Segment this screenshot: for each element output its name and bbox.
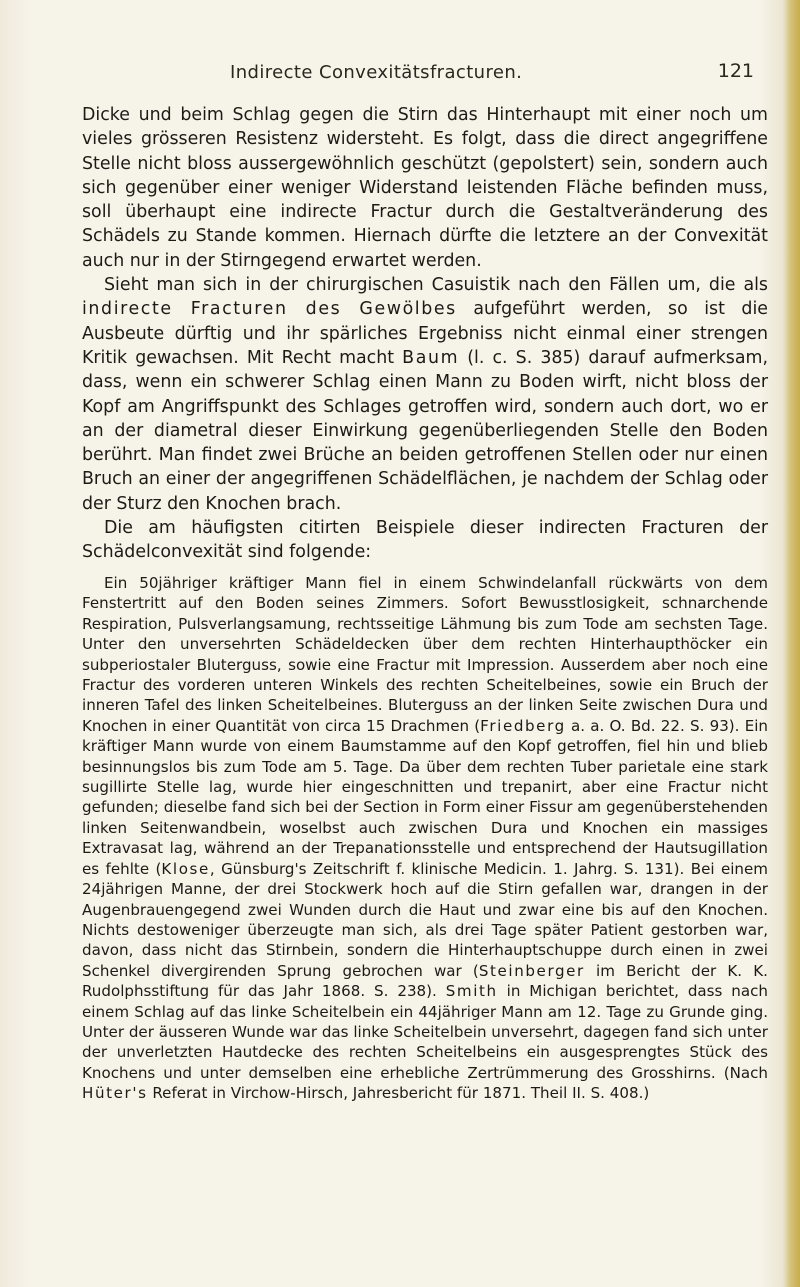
case-reports	[82, 573, 768, 1104]
author-steinberger: Steinberger	[478, 961, 585, 980]
case-text-i: in Michigan berichtet, dass nach einem Schlag auf das linke Scheitelbein ein 44jähriger Mann am 12. Tage zu Grunde ging. Unter der äusseren Wunde war das linke Scheitelbein unversehrt, dagegen fand sich unter der unverletzten Hautdecke des rechten Scheitelbeins ein ausgesprengtes Stück des Knochens und unter demselben eine erhebliche Zertrümmerung des Grosshirns. (Nach	[82, 982, 768, 1082]
case-text-a: Ein 50jähriger kräftiger Mann fiel in einem Schwindelanfall rückwärts von dem Fenstertritt auf den Boden seines Zimmers. Sofort Bewusstlosigkeit, schnarchende Respiration, Pulsverlangsamung, rechtsseitige Lähmung bis zum Tode am sechsten Tage. Unter den unversehrten Schädeldecken über dem rechten Hinterhaupthöcker ein subperiostaler Bluterguss, sowie eine Fractur mit Impression. Ausserdem aber noch eine Fractur des vorderen unteren Winkels des rechten Scheitelbeines, sowie ein Bruch der inneren Tafel des linken Scheitelbeines. Bluterguss an der linken Seite zwischen Dura und Knochen in einer Quantität von circa 15 Drachmen (	[82, 574, 768, 735]
paragraph-2-text-c: aufgeführt werden, so ist die Ausbeute dürftig und ihr spärliches Ergebniss nicht einmal einer strengen Kritik gewachsen. Mit Recht macht	[82, 299, 768, 368]
emphasis-indirecte-fracturen: indirecte Fracturen des Gewölbes	[82, 299, 457, 320]
author-klose: Klose	[161, 859, 210, 878]
paragraph-2-text-e: (l. c. S. 385) darauf aufmerksam, dass, wenn ein schwerer Schlag einen Mann zu Boden wirft, nicht bloss der Kopf am Angriffspunkt des Schlages getroffen wird, sondern auch dort, wo er an der diametral dieser Einwirkung gegenüberliegenden Stelle den Boden berührt. Man findet zwei Brüche an beiden getroffenen Stellen oder nur einen Bruch an einer der angegriffenen Schädelflächen, je nachdem der Schlag oder der Sturz den Knochen brach.	[82, 347, 768, 514]
case-text-k: Referat in Virchow-Hirsch, Jahresbericht für 1871. Theil II. S. 408.)	[147, 1084, 650, 1103]
paragraph-1-text: Dicke und beim Schlag gegen die Stirn das Hinterhaupt mit einer noch um vieles grösseren Resistenz widersteht. Es folgt, dass die direct angegriffene Stelle nicht bloss aussergewöhnlich geschützt (gepolstert) sein, sondern auch sich gegenüber einer weniger Widerstand leistenden Fläche befinden muss, soll überhaupt eine indirecte Fractur durch die Gestaltveränderung des Schädels zu Stande kommen. Hiernach dürfte die letztere an der Convexität auch nur in der Stirngegend erwartet werden.	[82, 105, 768, 271]
paragraph-2-text-a: Sieht man sich in der chirurgischen Casuistik nach den Fällen um, die als	[104, 275, 768, 296]
page-edge-discoloration	[786, 0, 800, 1287]
running-title: Indirecte Convexitätsfracturen.	[230, 62, 523, 83]
case-text-e: , Günsburg's Zeitschrift f. klinische Medicin. 1. Jahrg. S. 131). Bei einem 24jährigen Manne, der drei Stockwerk hoch auf die Stirn gefallen war, drangen in der Augenbrauengegend zwei Wunden durch die Haut und zwar eine bis auf den Knochen. Nichts destoweniger überzeugte man sich, als drei Tage später Patient gestorben war, davon, dass nicht das Stirnbein, sondern die Hinterhauptschuppe durch einen in zwei Schenkel divergirenden Sprung gebrochen war (	[82, 859, 768, 980]
paragraph-2	[82, 273, 768, 516]
author-friedberg: Friedberg	[480, 716, 566, 735]
author-smith: Smith	[445, 982, 498, 1001]
paragraph-3-text: Die am häufigsten citirten Beispiele dieser indirecten Fracturen der Schädelconvexität sind folgende:	[82, 518, 768, 563]
paragraph-3	[82, 516, 768, 565]
case-text-c: a. a. O. Bd. 22. S. 93). Ein kräftiger Mann wurde von einem Baumstamme auf den Kopf getroffen, fiel hin und blieb besinnungslos bis zum Tode am 5. Tage. Da über dem rechten Tuber parietale eine stark sugillirte Stelle lag, wurde hier eingeschnitten und trepanirt, aber eine Fractur nicht gefunden; dieselbe fand sich bei der Section in Form einer Fissur am gegenüberstehenden linken Seitenwandbein, woselbst auch zwischen Dura und Knochen ein massiges Extravasat lag, während an der Trepanationsstelle und entsprechend der Hautsugillation es fehlte (	[82, 716, 768, 878]
main-body-text	[82, 103, 768, 565]
author-baum: Baum	[402, 347, 460, 368]
case-paragraph	[82, 573, 768, 1104]
case-text-g: im Bericht der K. K. Rudolphsstiftung für das Jahr 1868. S. 238).	[82, 961, 768, 1001]
author-hueter: Hüter's	[82, 1084, 148, 1103]
page-number: 121	[717, 60, 754, 82]
paragraph-1	[82, 103, 768, 273]
page-header	[60, 56, 760, 96]
